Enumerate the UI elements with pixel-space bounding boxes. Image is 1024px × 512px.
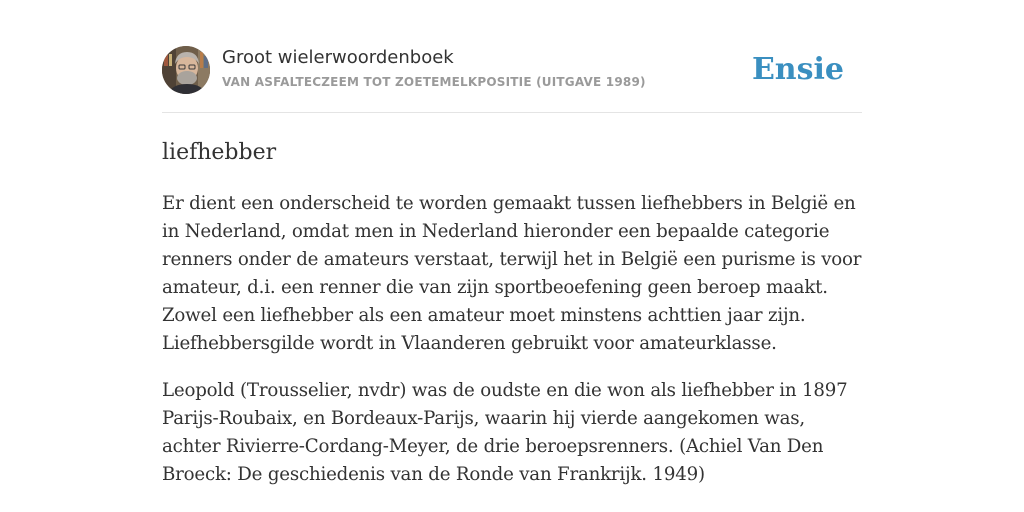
author-avatar-image xyxy=(162,46,210,94)
header-divider xyxy=(162,112,862,113)
book-title[interactable]: Groot wielerwoordenboek xyxy=(222,47,454,68)
definition-paragraph: Er dient een onderscheid te worden gemaakt tussen liefhebbers in België en in Nederland, omdat men in Nederland hieronder een bepaalde categorie renners onder de amateurs verstaat, terwijl het in België een purisme is voor amateur, d.i. een renner die van zijn sportbeoefening geen beroep maakt. Zowel een liefhebber als een amateur moet minstens achttien jaar zijn. Liefhebbersgilde wordt in Vlaanderen gebruikt voor amateurklasse. xyxy=(162,193,862,354)
book-subtitle: VAN ASFALTECZEEM TOT ZOETEMELKPOSITIE (UITGAVE 1989) xyxy=(222,75,646,89)
entry-definition xyxy=(162,190,864,508)
author-avatar[interactable] xyxy=(162,46,210,94)
ensie-logo[interactable]: Ensie xyxy=(751,52,844,87)
entry-term: liefhebber xyxy=(162,140,277,165)
header xyxy=(162,46,862,96)
definition-paragraph: Leopold (Trousselier, nvdr) was de oudste en die won als liefhebber in 1897 Parijs-Roubaix, en Bordeaux-Parijs, waarin hij vierde aangekomen was, achter Rivierre-Cordang-Meyer, de drie beroepsrenners. (Achiel Van Den Broeck: De geschiedenis van de Ronde van Frankrijk. 1949) xyxy=(162,380,848,485)
